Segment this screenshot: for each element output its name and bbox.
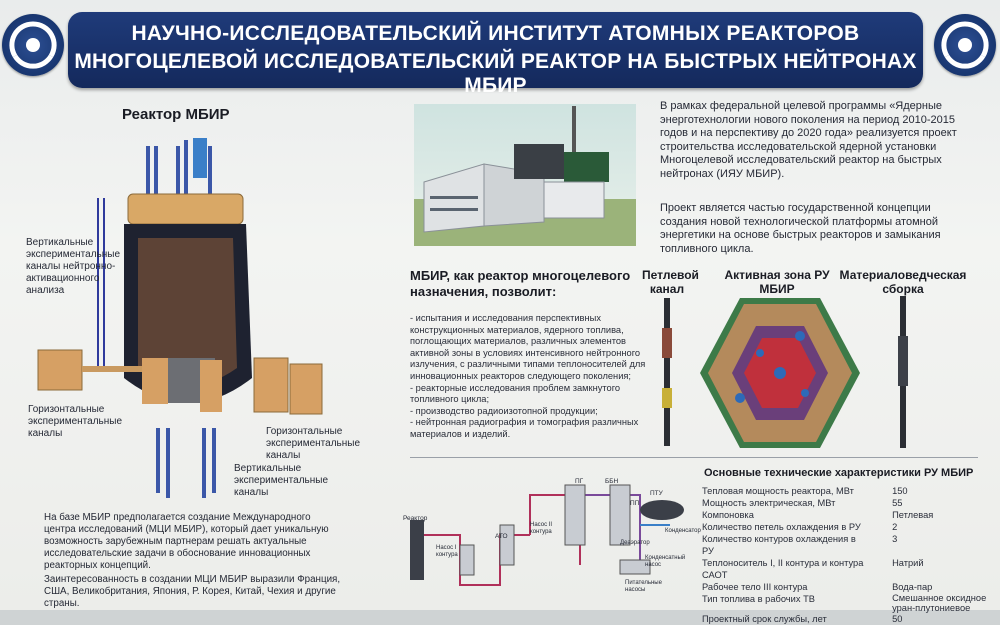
label-horizontal-left-channels: Горизонтальные экспериментальные каналы — [28, 404, 123, 439]
interested-countries-text: Заинтересованность в создании МЦИ МБИР выразили Франция, США, Великобритания, Япония, Р. Корея, Китай, Чехия и другие страны. — [44, 574, 341, 609]
plant-render-image — [414, 104, 636, 246]
header-title: НАУЧНО-ИССЛЕДОВАТЕЛЬСКИЙ ИНСТИТУТ АТОМНЫХ РЕАКТОРОВ — [131, 22, 860, 45]
section-divider — [410, 457, 978, 458]
scheme-label-reactor: Реактор — [403, 515, 428, 522]
specs-title: Основные технические характеристики РУ МБИР — [704, 467, 974, 479]
table-row: Компоновка Петлевая — [702, 510, 934, 520]
scheme-label-feed-pump: Питательные насосы — [625, 580, 662, 593]
table-row: Тепловая мощность реактора, МВт 150 — [702, 486, 908, 496]
label-horizontal-right-channels: Горизонтальные экспериментальные каналы — [266, 426, 361, 461]
list-item: - производство радиоизотопной продукции; — [410, 405, 598, 416]
header-subtitle: МНОГОЦЕЛЕВОЙ ИССЛЕДОВАТЕЛЬСКИЙ РЕАКТОР НА БЫСТРЫХ НЕЙТРОНАХ МБИР — [74, 50, 917, 97]
scheme-label-ptu: ПТУ — [650, 490, 663, 497]
loop-channel-title: Петлевой канал — [642, 268, 699, 296]
scheme-label-pump1: Насос I контура — [436, 545, 458, 558]
capabilities-list — [410, 313, 650, 441]
label-vertical-bottom-channels: Вертикальные экспериментальные каналы — [234, 463, 329, 498]
table-row: Мощность электрическая, МВт 55 — [702, 498, 903, 508]
core-layout-image — [700, 298, 860, 448]
table-row: Количество контуров охлаждения в РУ 3 — [702, 534, 898, 556]
table-row: Рабочее тело III контура Вода-пар — [702, 582, 933, 592]
scheme-label-bb: ББН — [605, 478, 619, 485]
table-row: Количество петель охлаждения в РУ 2 — [702, 522, 898, 532]
atom-icon — [2, 14, 64, 76]
scheme-label-pump2: Насос II контура — [530, 522, 553, 535]
intro-paragraph-1: В рамках федеральной целевой программы «Ядерные энерготехнологии нового поколения на период 2010-2015 годов и на перспективу до 2020 года» реализуется проект строительства исследовательской ядерной установки Многоцелевой исследовательский реактор на быстрых нейтронах (ИЯУ МБИР). — [660, 100, 957, 180]
scheme-label-pp: ПП — [630, 500, 640, 507]
international-center-text: На базе МБИР предполагается создание Международного центра исследований (МЦИ МБИР), который дает уникальную возможность зарубежным партнерам решать актуальные исследовательские задачи в обоснование инновационных реакторных концепций. — [44, 512, 329, 571]
list-item: - реакторные исследования проблем замкнутого топливного цикла; — [410, 382, 621, 405]
rosatom-logo-left — [2, 14, 64, 76]
specs-table — [702, 485, 1000, 625]
list-item: - нейтронная радиография и томография различных материалов и изделий. — [410, 417, 639, 439]
rosatom-logo-right — [934, 14, 996, 76]
scheme-label-ato: АТО — [495, 533, 508, 540]
scheme-label-deaerator: Деаэратор — [620, 540, 650, 546]
core-title: Активная зона РУ МБИР — [724, 268, 830, 296]
loop-channel-image — [655, 298, 679, 446]
table-row: Проектный срок службы, лет 50 — [702, 614, 903, 624]
assembly-title: Материаловедческая сборка — [839, 268, 967, 296]
capabilities-title: МБИР, как реактор многоцелевого назначения, позволит: — [410, 268, 631, 299]
table-row: Теплоноситель I, II контура и контура САОТ Натрий — [702, 558, 924, 580]
label-vertical-top-channels: Вертикальные экспериментальные каналы нейтронно-активационного анализа — [26, 237, 121, 296]
page-header — [68, 12, 923, 97]
table-row: Тип топлива в рабочих ТВ Смешанное оксидное уран-плутониевое — [702, 593, 987, 613]
material-assembly-image — [892, 296, 914, 448]
scheme-label-condensate-pump: Конденсатный насос — [645, 555, 686, 568]
intro-paragraph-2: Проект является частью государственной концепции создания новой технологической платформы атомной энергетики на основе быстрых реакторов и замыкания топливного цикла. — [660, 202, 941, 255]
atom-icon — [934, 14, 996, 76]
list-item: - испытания и исследования перспективных конструкционных материалов, ядерного топлива, поглощающих материалов, различных элементов активной зоны в условиях интенсивного нейтронного излучения, с различными типами теплоносителей для инновационных реакторов следующего поколения; — [410, 313, 646, 381]
scheme-label-pg: ПГ — [575, 478, 584, 485]
scheme-label-condenser: Конденсатор — [665, 528, 701, 534]
reactor-title: Реактор МБИР — [122, 106, 230, 123]
